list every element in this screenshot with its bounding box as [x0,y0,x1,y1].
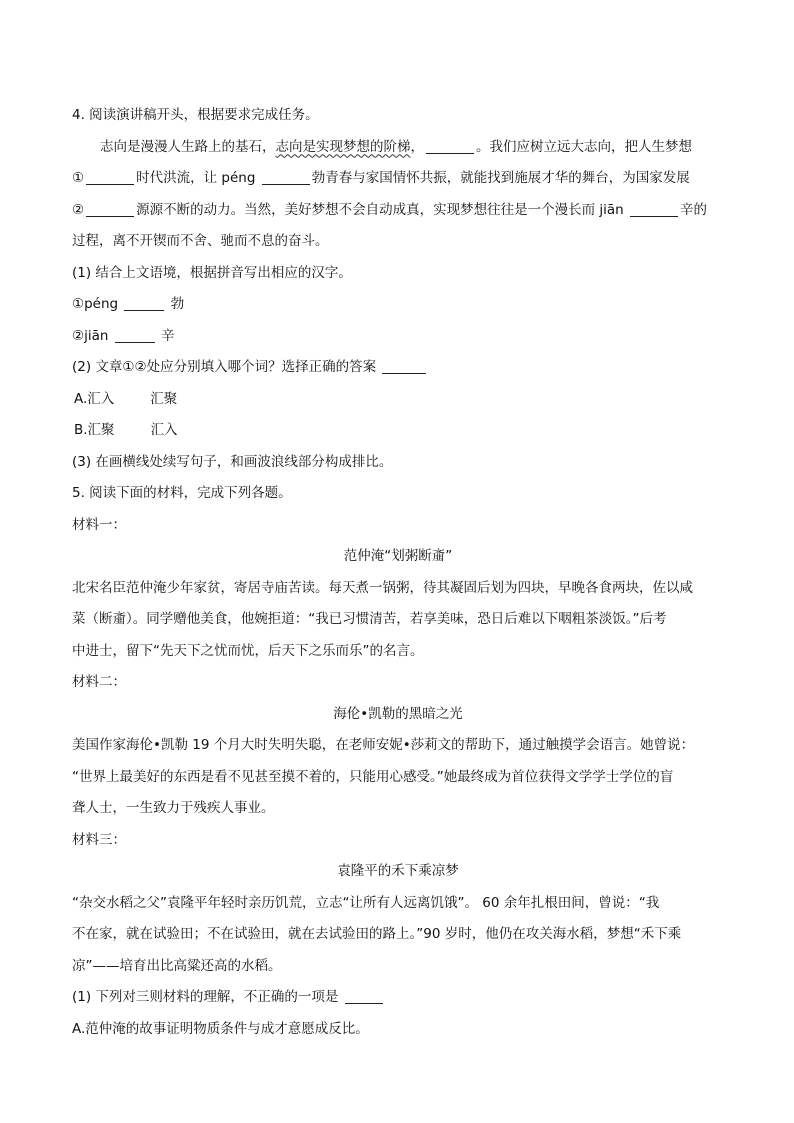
answer-blank-jian[interactable] [115,341,155,343]
material-1-line: 北宋名臣范仲淹少年家贫，寄居寺庙苦读。每天煮一锅粥，待其凝固后划为四块，早晚各食两块，佐以咸 [72,579,693,596]
sub-question-1: (1) 结合上文语境，根据拼音写出相应的汉字。 [72,264,352,281]
material-1-line: 菜（断齑）。同学赠他美食，他婉拒道：“我已习惯清苦，若享美味，恐日后难以下咽粗茶淡饭。”后考 [72,611,667,627]
answer-blank-peng[interactable] [124,309,164,311]
answer-blank-q5-1[interactable] [345,1002,383,1004]
option-b[interactable]: B.汇聚 汇入 [74,422,178,438]
material-1-label: 材料一： [72,516,126,533]
material-2-label: 材料二： [72,674,126,690]
blank-2[interactable] [86,215,134,217]
wavy-underlined-phrase: 志向是实现梦想的阶梯 [275,138,411,155]
question-4-title: 4. 阅读演讲稿开头，根据要求完成任务。 [72,107,319,123]
document-page [72,100,724,1045]
material-2-line: 美国作家海伦•凯勒 19 个月大时失明失聪，在老师安妮•莎莉文的帮助下，通过触摸学会语言。她曾说： [72,737,695,753]
blank-peng[interactable] [262,183,310,185]
material-2-title: 海伦•凯勒的黑暗之光 [333,705,463,722]
passage-line-1: 志向是漫漫人生路上的基石，志向是实现梦想的阶梯， 。我们应树立远大志向，把人生梦想 [100,138,692,155]
passage-line-4: 过程，离不开锲而不舍、驰而不息的奋斗。 [72,233,329,249]
passage-line-3: ② 源源不断的动力。当然，美好梦想不会自动成真，实现梦想往往是一个漫长而 jiān 辛的 [72,201,708,218]
q5-sub-question-1: (1) 下列对三则材料的理解，不正确的一项是 [72,982,724,1014]
q5-option-a[interactable]: A.范仲淹的故事证明物质条件与成才意愿成反比。 [72,1020,369,1037]
continuation-blank[interactable] [426,152,474,154]
answer-peng: ①péng 勃 [72,296,185,312]
material-3-line: 不在家，就在试验田；不在试验田，就在去试验田的路上。”90 岁时，他仍在攻关海水稻，梦想“禾下乘 [72,926,682,942]
material-2-line: “世界上最美好的东西是看不见甚至摸不着的，只能用心感受。”她最终成为首位获得文学学士学位的盲 [72,768,674,785]
material-2-line: 聋人士，一生致力于残疾人事业。 [72,800,275,816]
passage-line-2: ① 时代洪流，让 péng 勃青春与家国情怀共振，就能找到施展才华的舞台，为国家发展 [72,170,690,186]
material-3-label: 材料三： [72,831,126,848]
material-3-line: 凉”——培育出比高粱还高的水稻。 [72,957,282,974]
question-5-title: 5. 阅读下面的材料，完成下列各题。 [72,485,292,501]
blank-jian[interactable] [630,215,678,217]
blank-1[interactable] [86,183,134,185]
sub-question-3: (3) 在画横线处续写句子，和画波浪线部分构成排比。 [72,453,393,470]
option-a[interactable]: A.汇入 汇聚 [74,390,178,407]
material-1-line: 中进士，留下“先天下之忧而忧，后天下之乐而乐”的名言。 [72,642,424,659]
material-3-line: “杂交水稻之父”袁隆平年轻时亲历饥荒，立志“让所有人远离饥饿”。 60 余年扎根田间，曾说：“我 [72,894,660,911]
answer-jian: ②jiān 辛 [72,327,175,344]
material-1-title: 范仲淹“划粥断齑” [343,548,453,564]
material-3-title: 袁隆平的禾下乘凉梦 [337,863,459,879]
sub-question-2: (2) 文章①②处应分别填入哪个词？选择正确的答案 [72,352,724,384]
answer-blank-choice[interactable] [382,372,426,374]
